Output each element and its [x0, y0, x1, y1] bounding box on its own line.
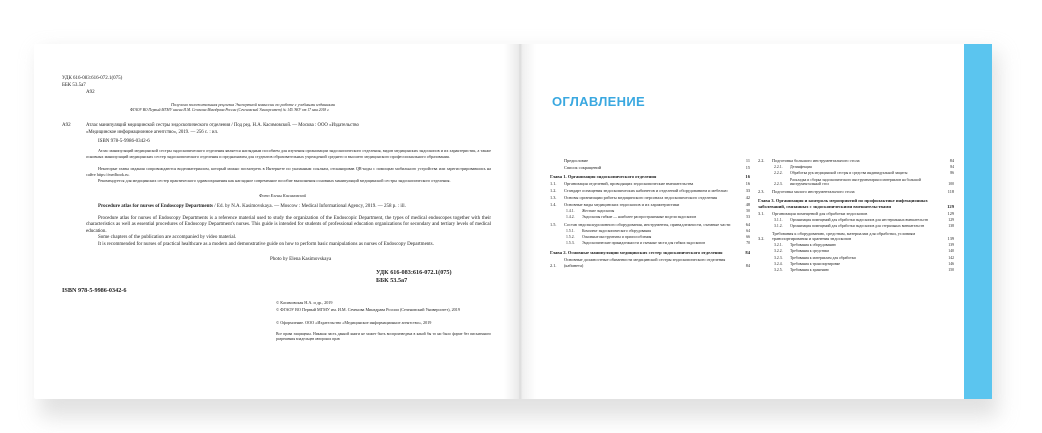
copyright-1: © Касимовская Н.А. и др., 2019	[276, 300, 333, 305]
toc-entry	[758, 262, 954, 267]
copyright-2: © ФГАОУ ВО Первый МГМУ им. И.М. Сеченова Минздрава России (Сеченовский Университет), 2019	[276, 307, 460, 312]
toc-entry-page: 64	[746, 228, 750, 233]
toc-entry-page: 84	[949, 158, 954, 163]
toc-entry-page: 16	[745, 174, 750, 180]
toc-entry-page: 70	[746, 241, 750, 246]
photo-credit-en: Photo by Elena Kasimovskaya	[270, 257, 332, 262]
toc-entry-label: Основные должностные обязанности медицинской сестры эндоскопического отделения (кабинета)	[564, 257, 726, 268]
toc-entry-number: 1.2.	[550, 188, 557, 194]
isbn-ru: ISBN 978-5-9986-0342-6	[98, 139, 150, 144]
en-abstract-2: Some chapters of the publication are accompanied by video material.	[98, 235, 237, 240]
isbn-big: ISBN 978-5-9986-0342-6	[62, 287, 127, 294]
approval-line-2: ФГАОУ ВО Первый МГМУ имени И.М. Сеченова Минздрава России (Сеченовский Университет) № 145 ЭКУ от 17 мая 2018 г.	[130, 108, 330, 112]
toc-entry-number: 1.4.1.	[566, 208, 575, 213]
toc-entry-label: Обработка рук медицинской сестры и средства индивидуальной защиты	[790, 171, 908, 176]
blue-edge-stripe	[964, 44, 992, 399]
toc-entry-page: 146	[948, 261, 954, 266]
toc-entry-label: Эндоскопические принадлежности и съемные части для гибких эндоскопов	[582, 241, 705, 246]
toc-entry-label: Организация помещений для обработки эндоскопов	[772, 210, 868, 216]
toc-entry	[550, 209, 750, 214]
toc-entry-page: 16	[745, 181, 750, 187]
toc-entry-number: 2.2.	[758, 158, 765, 163]
toc-entry-label: Эндоскопы гибкие — наиболее распространенные модели эндоскопов	[582, 215, 697, 220]
toc-entry	[550, 241, 750, 246]
toc-entry	[758, 249, 954, 254]
toc-entry-page: 15	[745, 164, 750, 170]
toc-entry	[758, 243, 954, 248]
toc-entry-page: 48	[745, 202, 750, 208]
toc-entry-number: 1.5.3.	[566, 241, 575, 246]
toc-entry-number: 3.2.2.	[774, 249, 783, 254]
toc-entry-label: Стандарт оснащения эндоскопических кабинетов и отделений оборудованием и мебелью	[564, 188, 728, 194]
toc-entry	[758, 165, 954, 170]
toc-entry-number: 3.2.5.	[774, 268, 783, 273]
toc-entry	[758, 256, 954, 261]
toc-entry-number: 2.2.1.	[774, 164, 783, 169]
en-title	[86, 204, 491, 210]
toc-entry-number: 3.2.4.	[774, 261, 783, 266]
toc-entry-page: 150	[948, 268, 954, 273]
toc-entry-number: 1.1.	[550, 181, 557, 187]
toc-entry	[550, 158, 750, 163]
book-gutter	[504, 44, 536, 399]
toc-entry-page: 140	[948, 249, 954, 254]
ru-abstract-2: Некоторые главы издания сопровождаются видеоматериалом, который можно посмотреть в Интернете по указанным ссылкам, отсканировав QR-коды с помощью мобильного устройства или зарегистрировавшись на сайте https://medbook.ru.	[86, 166, 491, 177]
bbk-small: ББК 53.5а7	[62, 83, 86, 88]
toc-entry	[550, 195, 750, 200]
toc-entry	[758, 171, 954, 176]
toc-entry	[550, 235, 750, 240]
toc-entry-label: Предисловие	[564, 158, 589, 163]
toc-entry-number: 3.1.1.	[774, 217, 783, 222]
toc-entry-label: Основы организации работы медицинского персонала эндоскопического отделения	[564, 195, 718, 201]
toc-entry	[758, 224, 954, 229]
ru-title-line-2: «Медицинское информационное агентство», 2019. — 256 с. : ил.	[86, 130, 219, 135]
photo-credit-ru: Фото Елены Касимовской	[259, 193, 307, 198]
rights-notice: Все права защищены. Никакая часть данной книги не может быть воспроизведена в какой бы то ни было форме без письменного разрешения владельцев авторских прав	[276, 332, 491, 341]
toc-entry	[550, 222, 750, 227]
toc-entry-label: Требования к хранению	[790, 268, 829, 273]
toc-entry-label: Глава 1. Организация эндоскопического отделения	[550, 174, 657, 180]
toc-entry-label: Дезинфекция	[790, 164, 812, 169]
toc-entry	[550, 257, 750, 268]
toc-entry-label: Подготовка большого инструментального стола	[772, 158, 860, 163]
toc-entry-label: Глава 2. Основные манипуляции медицинских сестер эндоскопического отделения	[550, 250, 723, 256]
ru-title-line-1: Атлас манипуляций медицинской сестры эндоскопического отделения / Под ред. Н.А. Касимовской. — Москва : ООО «Издательство	[86, 123, 359, 128]
toc-entry-page: 129	[947, 203, 954, 209]
toc-entry-page: 11	[745, 158, 750, 163]
toc-entry-page: 50	[746, 208, 750, 213]
toc-entry	[550, 229, 750, 234]
en-abstract-1: Procedure atlas for nurses of Endoscopy Departments is a reference material used to study the organization of the Endoscopic Department, the types of medical endoscopes together with their characteristics as well as essential procedures of Endoscopy Department's nurses. This guide is intended for students of professional education organizations for secondary and tertiary levels of medical education.	[86, 216, 491, 234]
toc-entry-label: Основные виды медицинских эндоскопов и их характеристики	[564, 202, 680, 208]
toc-entry-number: 1.3.	[550, 195, 557, 201]
toc-entry-number: 3.1.	[758, 210, 765, 216]
toc-entry-page: 129	[948, 217, 954, 222]
toc-chapter	[550, 174, 750, 180]
ru-abstract-3: Рекомендуется для медицинских сестер практического здравоохранения как наглядное современное пособие выполнения основных манипуляций медицинской сестры эндоскопического отделения.	[98, 178, 451, 183]
toc-entry-page: 33	[745, 188, 750, 194]
udk-big: УДК 616-083:616-072.1(075)	[376, 269, 452, 276]
toc-entry-label: Список сокращений	[564, 164, 601, 170]
toc-entry-label: Требования к оборудованию	[790, 242, 836, 247]
toc-entry-number: 1.4.2.	[566, 215, 575, 220]
bbk-big: ББК 53.5а7	[376, 277, 408, 284]
ru-abstract-1: Атлас манипуляций медицинской сестры эндоскопического отделения является наглядным пособием для изучения организации эндоскопического отделения, видов медицинских эндоскопов и их характеристик, а также основных манипуляций медицинских сестер эндоскопического отделения и предназначен для студентов образовательных учреждений среднего и высшего медицинского профессионального образования.	[86, 148, 491, 159]
toc-entry-number: 3.2.	[758, 235, 765, 241]
toc-entry-page: 84	[745, 262, 750, 268]
a92-small: А92	[86, 90, 95, 95]
toc-entry	[758, 189, 954, 194]
toc-entry-label: Подготовка малого инструментального стола	[772, 188, 855, 194]
toc-entry-label: Жесткие эндоскопы	[582, 208, 615, 213]
toc-chapter	[758, 198, 954, 209]
toc-entry-page: 139	[948, 242, 954, 247]
toc-entry-page: 42	[745, 195, 750, 201]
toc-entry-page: 86	[950, 171, 954, 176]
toc-entry-number: 1.5.	[550, 221, 557, 227]
toc-entry-label: Организация помещений для обработки эндоскопов для нестерильных вмешательств	[790, 217, 928, 222]
toc-entry	[550, 165, 750, 170]
copyright-3: © Оформление. ООО «Издательство «Медицинское информационное агентство», 2019	[276, 320, 432, 325]
toc-entry	[758, 158, 954, 163]
toc-column-2	[758, 158, 954, 275]
toc-entry-label: Требования к материалам для обработки	[790, 255, 856, 260]
toc-entry-label: Требования к оборудованию, средствам, материалам для обработки, условиям транспортирования и хранения эндоскопов	[772, 230, 916, 241]
toc-entry-page: 118	[947, 188, 954, 194]
approval-line-1: Получена положительная рецензия Экспертной комиссии по работе с учебными изданиями	[171, 102, 335, 107]
toc-entry-label: Комплект эндоскопического оборудования	[582, 228, 652, 233]
toc-entry-label: Организация отделений, проводящих эндоскопические вмешательства	[564, 181, 694, 187]
toc-entry	[758, 268, 954, 273]
toc-entry-number: 3.1.2.	[774, 224, 783, 229]
en-title-rest: / Ed. by N.A. Kasimovskaya. — Moscow : Medical Informational Agency, 2019. — 258 p. : ill.	[213, 204, 406, 209]
toc-entry	[758, 211, 954, 216]
toc-column-1	[550, 158, 750, 270]
toc-entry-label: Раскладка и сборка эндоскопического инструментария и материалов на большой инструментальный стол	[790, 177, 921, 187]
toc-chapter	[550, 250, 750, 256]
toc-entry-page: 64	[745, 221, 750, 227]
toc-entry-number: 2.2.2.	[774, 171, 783, 176]
toc-entry-number: 1.5.1.	[566, 228, 575, 233]
toc-entry-page: 129	[947, 210, 954, 216]
toc-entry-number: 3.2.3.	[774, 255, 783, 260]
toc-entry-page: 84	[950, 164, 954, 169]
toc-entry-number: 1.4.	[550, 202, 557, 208]
toc-entry-label: Требования к транспортировке	[790, 261, 841, 266]
a92-label: А92	[62, 123, 71, 128]
udk-small: УДК 616-083:616-072.1(075)	[62, 76, 123, 81]
toc-entry	[550, 215, 750, 220]
toc-entry	[758, 178, 954, 188]
toc-entry-page: 66	[746, 235, 750, 239]
toc-entry-page: 138	[948, 224, 954, 229]
toc-entry-page: 84	[745, 250, 750, 256]
right-page	[520, 44, 992, 399]
en-title-bold: Procedure atlas for nurses of Endoscopy Departments	[98, 204, 213, 209]
open-book	[34, 44, 992, 409]
left-page	[34, 44, 520, 399]
toc-entry-number: 1.5.2.	[566, 235, 575, 239]
toc-entry-page: 100	[948, 182, 954, 187]
toc-entry	[550, 188, 750, 193]
toc-entry-label: Требования к средствам	[790, 249, 829, 254]
toc-entry-page: 53	[746, 215, 750, 220]
toc-heading: ОГЛАВЛЕНИЕ	[552, 94, 645, 109]
toc-entry-page: 142	[948, 255, 954, 260]
toc-entry-label: Состав эндоэкскурсионного оборудования, инструменты, принадлежности, съемные части	[564, 221, 731, 227]
en-abstract-3: It is recommended for nurses of practical healthcare as a modern and demonstrative guide on how to perform basic manipulations as nurses of Endoscopy Departments.	[98, 242, 434, 247]
toc-entry-label: Глава 3. Организация и контроль мероприятий по профилактике инфекционных заболеваний, связанных с эндоскопическими вмешательствами	[758, 198, 928, 209]
toc-entry-number: 2.1.	[550, 262, 557, 268]
toc-entry	[758, 218, 954, 223]
toc-entry-label: Основные инструменты и приспособления	[582, 235, 652, 239]
toc-entry	[758, 231, 954, 242]
toc-entry-label: Организация помещений для обработки эндоскопов для стерильных вмешательств	[790, 224, 925, 229]
toc-entry-number: 2.3.	[758, 188, 765, 194]
toc-entry	[550, 202, 750, 207]
toc-entry-page: 139	[947, 235, 954, 241]
toc-entry-number: 3.2.1.	[774, 242, 783, 247]
toc-entry-number: 2.2.3.	[774, 182, 783, 187]
toc-entry	[550, 181, 750, 186]
